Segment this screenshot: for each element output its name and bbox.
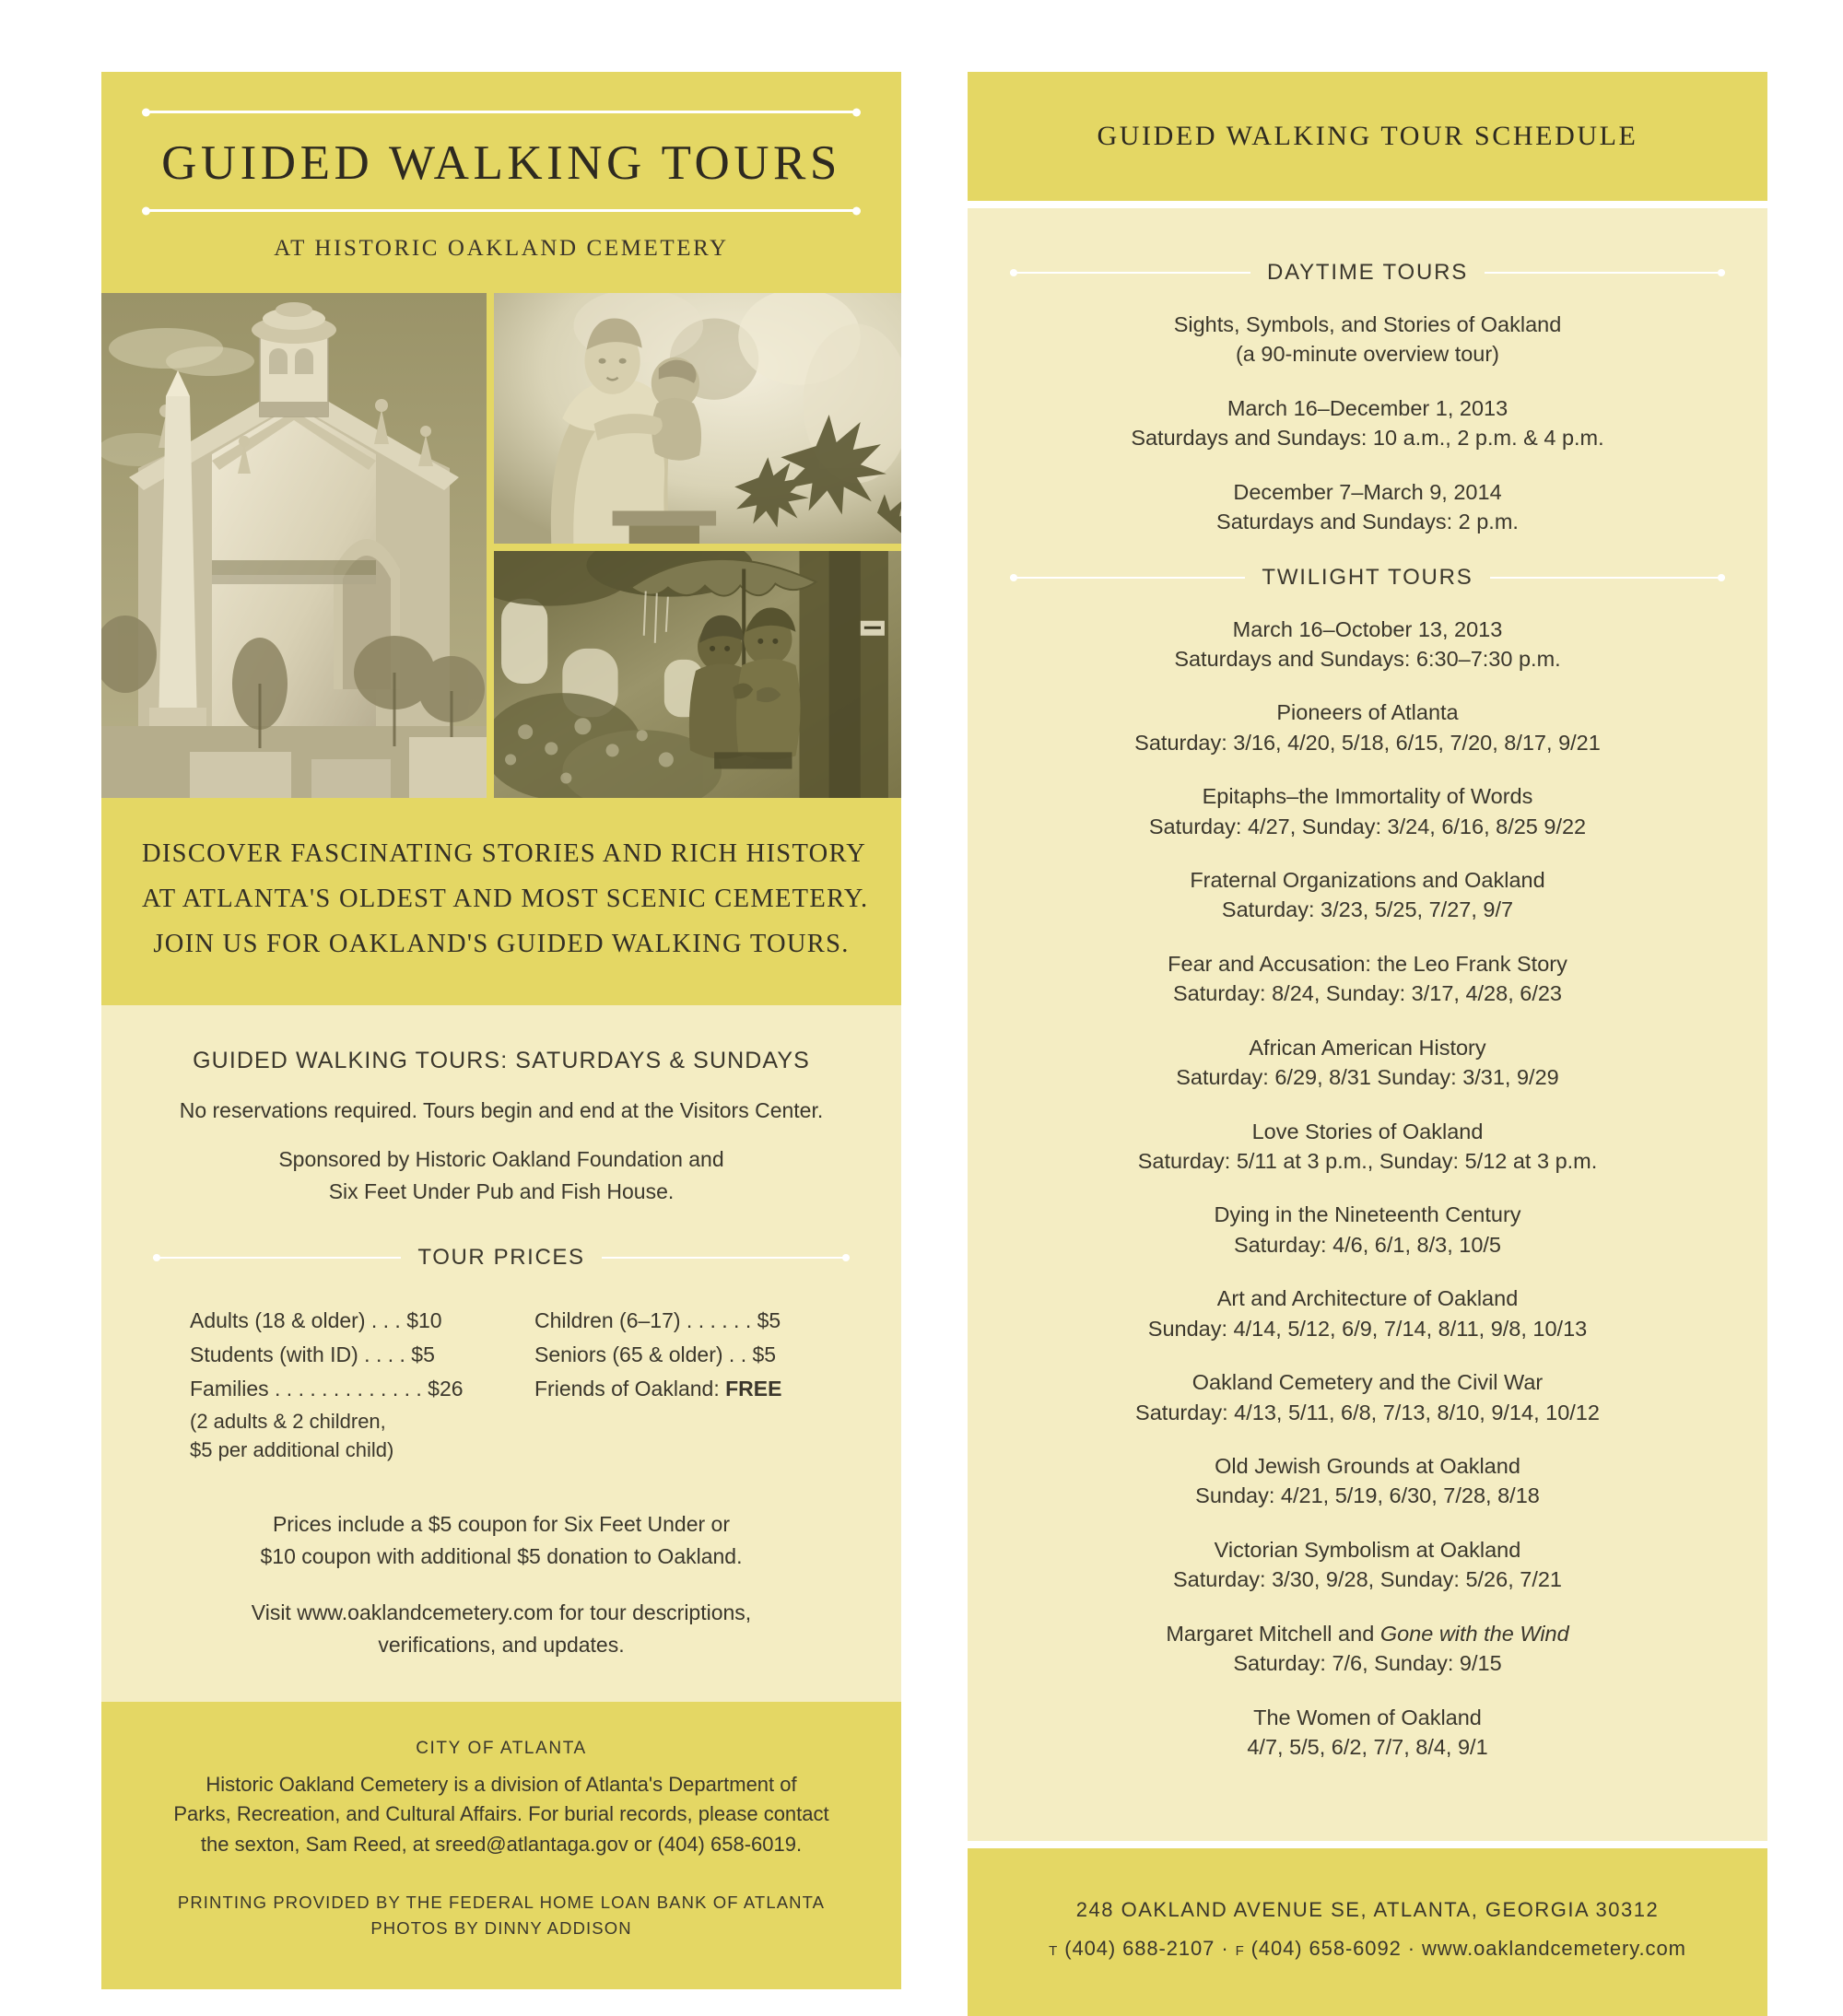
daytime-tour-duration: (a 90-minute overview tour) [1235, 342, 1500, 367]
twilight-tours-heading: TWILIGHT TOURS [1262, 564, 1473, 590]
info-block [101, 1005, 901, 1702]
photo-statue-with-child [494, 293, 901, 544]
friends-value: FREE [725, 1377, 782, 1401]
price-row-friends [534, 1372, 839, 1406]
twilight-season-dates: March 16–October 13, 2013 [1232, 616, 1503, 641]
tour-item [1010, 1619, 1725, 1679]
tour-item [1010, 865, 1725, 925]
photo-mausoleum-image [101, 293, 487, 798]
tour-name: Old Jewish Grounds at Oakland [1215, 1453, 1520, 1478]
tour-prices-rule [153, 1245, 850, 1271]
tagline-line-2: AT ATLANTA'S OLDEST AND MOST SCENIC CEMETERY. [142, 885, 869, 914]
website-url: www.oaklandcemetery.com [1421, 1937, 1686, 1961]
sponsor-line-2: Six Feet Under Pub and Fish House. [328, 1178, 675, 1203]
price-note-line-1: (2 adults & 2 children, [190, 1409, 386, 1433]
phone-number: (404) 688-2107 [1064, 1937, 1215, 1961]
daytime-tours-rule [1010, 260, 1725, 286]
info-spacer [153, 1127, 850, 1143]
address-line: 248 OAKLAND AVENUE SE, ATLANTA, GEORGIA 30312 [1075, 1898, 1660, 1922]
daytime-season-1-times: Saturdays and Sundays: 10 a.m., 2 p.m. & 4 p.m. [1131, 426, 1604, 451]
price-row-adults: Adults (18 & older) . . . $10 [190, 1307, 442, 1332]
coupon-line-2: $10 coupon with additional $5 donation to Oakland. [260, 1544, 743, 1569]
tour-name: Love Stories of Oakland [1251, 1119, 1484, 1143]
price-row-seniors: Seniors (65 & older) . . $5 [534, 1342, 777, 1367]
daytime-tours-heading: DAYTIME TOURS [1266, 260, 1469, 285]
printing-credit-line-1: PRINTING PROVIDED BY THE FEDERAL HOME LOAN BANK OF ATLANTA [177, 1892, 826, 1912]
tour-dates: Saturday: 3/30, 9/28, Sunday: 5/26, 7/21 [1172, 1567, 1562, 1592]
tour-dates: Saturday: 4/27, Sunday: 3/24, 6/16, 8/25 9/22 [1148, 814, 1587, 838]
tagline-line-3: JOIN US FOR OAKLAND'S GUIDED WALKING TOURS. [153, 930, 850, 959]
fax-label: F [1235, 1943, 1245, 1960]
contact-separator-2: · [1407, 1937, 1415, 1961]
daytime-season-1-dates: March 16–December 1, 2013 [1227, 395, 1508, 420]
visit-note [153, 1597, 850, 1661]
tour-name: Fraternal Organizations and Oakland [1190, 868, 1545, 893]
daytime-season-2 [1010, 477, 1725, 537]
rule-right [1485, 272, 1725, 274]
tour-name: Pioneers of Atlanta [1276, 700, 1459, 725]
price-column-left [190, 1304, 494, 1464]
photo-mausoleum [101, 293, 487, 798]
daytime-overview-tour [1010, 310, 1725, 369]
tour-item [1010, 781, 1725, 841]
sponsor-line-1: Sponsored by Historic Oakland Foundation and [278, 1147, 724, 1171]
tour-dates: Saturday: 7/6, Sunday: 9/15 [1233, 1651, 1502, 1676]
rule-left [153, 1257, 401, 1259]
footer-body-line-3: the sexton, Sam Reed, at sreed@atlantaga.gov or (404) 658-6019. [200, 1833, 803, 1857]
tour-dates: Saturday: 6/29, 8/31 Sunday: 3/31, 9/29 [1176, 1065, 1559, 1090]
page-subtitle: AT HISTORIC OAKLAND CEMETERY [274, 236, 729, 261]
tour-dates: Saturday: 4/13, 5/11, 6/8, 7/13, 8/10, 9/14, 10/12 [1135, 1400, 1600, 1424]
fax-number: (404) 658-6092 [1250, 1937, 1402, 1961]
tagline-block [101, 798, 901, 1005]
rule-right [1490, 577, 1725, 579]
photo-right-column [494, 293, 901, 798]
tour-dates: Sunday: 4/14, 5/12, 6/9, 7/14, 8/11, 9/8, 10/13 [1147, 1316, 1588, 1341]
tagline-line-1: DISCOVER FASCINATING STORIES AND RICH HISTORY [142, 839, 867, 868]
rule-right [602, 1257, 850, 1259]
daytime-season-1 [1010, 393, 1725, 453]
page-title: GUIDED WALKING TOURS [161, 136, 841, 190]
tour-name: Art and Architecture of Oakland [1216, 1286, 1519, 1311]
tour-dates: Saturday: 5/11 at 3 p.m., Sunday: 5/12 at 3 p.m. [1137, 1149, 1598, 1174]
tour-dates: Saturday: 8/24, Sunday: 3/17, 4/28, 6/23 [1172, 981, 1562, 1006]
left-footer [101, 1702, 901, 1989]
tour-name: African American History [1249, 1035, 1486, 1060]
rule-left [1010, 577, 1245, 579]
schedule-body [968, 208, 1767, 1841]
panel-gap [968, 201, 1767, 208]
twilight-tours-rule [1010, 565, 1725, 591]
city-of-atlanta-label: CITY OF ATLANTA [416, 1738, 587, 1758]
twilight-season-times: Saturdays and Sundays: 6:30–7:30 p.m. [1174, 646, 1561, 671]
price-note-line-2: $5 per additional child) [190, 1437, 394, 1461]
tour-item [1010, 1117, 1725, 1177]
friends-label: Friends of Oakland: [534, 1377, 726, 1401]
tour-name: Victorian Symbolism at Oakland [1214, 1537, 1521, 1562]
no-reservations-line: No reservations required. Tours begin and end at the Visitors Center. [179, 1098, 824, 1123]
price-table [153, 1295, 850, 1464]
footer-body-line-1: Historic Oakland Cemetery is a division of Atlanta's Department of [205, 1772, 797, 1796]
tour-name: The Women of Oakland [1253, 1705, 1482, 1729]
photo-statue-image [494, 293, 901, 544]
phone-label: T [1049, 1943, 1059, 1960]
tour-item [1010, 697, 1725, 757]
tour-item [1010, 1033, 1725, 1093]
price-column-right [534, 1304, 839, 1464]
coupon-note [153, 1508, 850, 1573]
tour-prices-heading: TOUR PRICES [417, 1244, 585, 1270]
daytime-season-2-dates: December 7–March 9, 2014 [1233, 479, 1502, 504]
footer-body-line-2: Parks, Recreation, and Cultural Affairs. For burial records, please contact [173, 1802, 829, 1826]
tour-name: Dying in the Nineteenth Century [1214, 1202, 1521, 1227]
printing-credit [144, 1890, 859, 1941]
tour-item [1010, 1451, 1725, 1511]
tour-item [1010, 1367, 1725, 1427]
tour-item [1010, 949, 1725, 1009]
tour-dates: Sunday: 4/21, 5/19, 6/30, 7/28, 8/18 [1195, 1483, 1540, 1508]
tours-schedule-heading: GUIDED WALKING TOURS: SATURDAYS & SUNDAYS [193, 1048, 810, 1074]
contact-line [1004, 1937, 1731, 1961]
tour-item [1010, 1703, 1725, 1763]
photo-children-umbrella [494, 551, 901, 798]
tour-dates: Saturday: 3/16, 4/20, 5/18, 6/15, 7/20, 8/17, 9/21 [1134, 730, 1601, 755]
tour-item [1010, 1283, 1725, 1343]
twilight-season [1010, 615, 1725, 674]
price-row-children: Children (6–17) . . . . . . $5 [534, 1307, 781, 1332]
tour-name: Oakland Cemetery and the Civil War [1191, 1370, 1544, 1395]
visit-line-2: verifications, and updates. [378, 1632, 625, 1657]
daytime-season-2-times: Saturdays and Sundays: 2 p.m. [1216, 510, 1519, 534]
tour-name-text: Margaret Mitchell and [1166, 1621, 1380, 1646]
tour-name: Epitaphs–the Immortality of Words [1202, 784, 1533, 809]
photo-collage [101, 293, 901, 798]
tour-dates: Saturday: 4/6, 6/1, 8/3, 10/5 [1233, 1232, 1502, 1257]
schedule-title: GUIDED WALKING TOUR SCHEDULE [1097, 121, 1638, 151]
tour-item [1010, 1535, 1725, 1595]
price-row-families: Families . . . . . . . . . . . . . $26 [190, 1377, 464, 1401]
visit-line-1: Visit www.oaklandcemetery.com for tour descriptions, [251, 1600, 752, 1625]
tour-name [1010, 1619, 1725, 1648]
printing-credit-line-2: PHOTOS BY DINNY ADDISON [370, 1917, 632, 1938]
daytime-tour-name: Sights, Symbols, and Stories of Oakland [1173, 312, 1562, 336]
contact-separator-1: · [1221, 1937, 1229, 1961]
right-panel [968, 72, 1767, 1961]
right-footer [968, 1848, 1767, 2016]
masthead-rule-top [146, 111, 857, 113]
right-masthead [968, 72, 1767, 201]
photo-children-umbrella-image [494, 551, 901, 798]
tour-dates: 4/7, 5/5, 6/2, 7/7, 8/4, 9/1 [1247, 1734, 1488, 1759]
tour-dates: Saturday: 3/23, 5/25, 7/27, 9/7 [1221, 897, 1514, 922]
panel-gap-bottom [968, 1841, 1767, 1848]
rule-left [1010, 272, 1250, 274]
price-row-students: Students (with ID) . . . . $5 [190, 1342, 435, 1367]
tour-name: Fear and Accusation: the Leo Frank Story [1168, 951, 1567, 976]
left-panel [101, 72, 901, 1938]
tour-item [1010, 1200, 1725, 1260]
left-masthead [101, 72, 901, 293]
masthead-rule-bottom [146, 209, 857, 212]
tour-name-italic: Gone with the Wind [1379, 1621, 1569, 1646]
coupon-line-1: Prices include a $5 coupon for Six Feet Under or [272, 1512, 731, 1537]
